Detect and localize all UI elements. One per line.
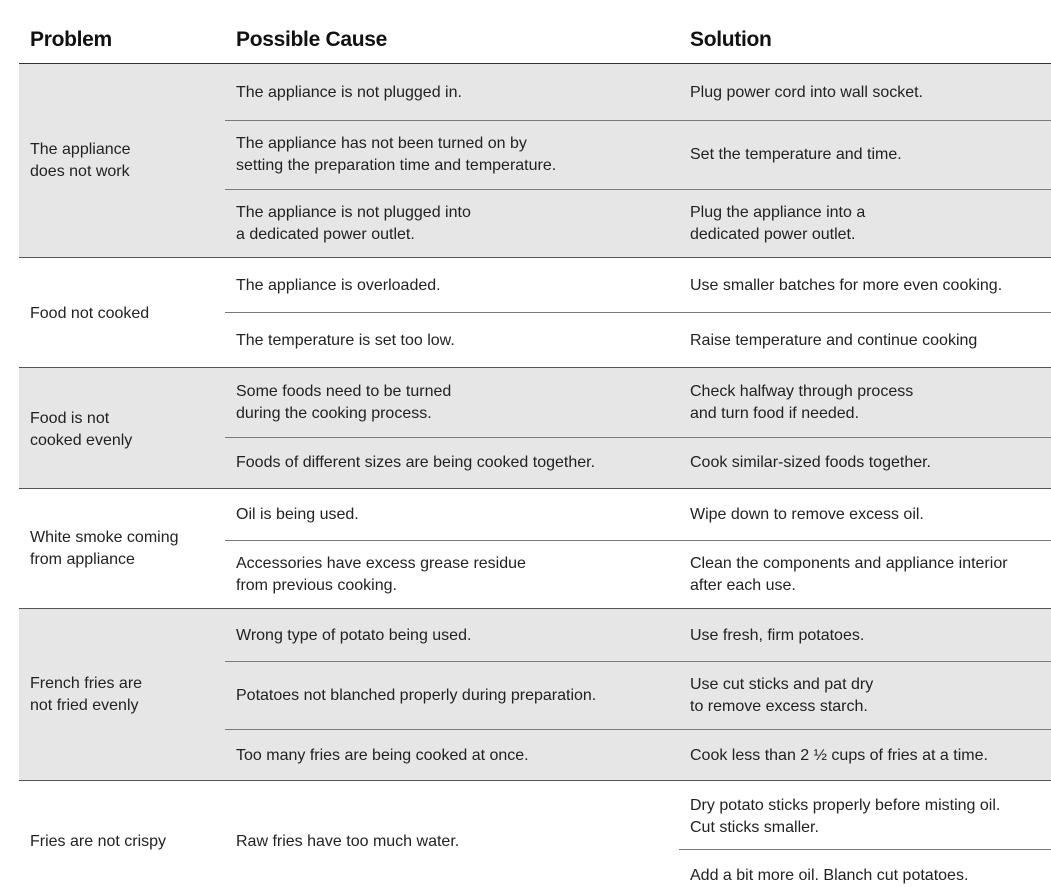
cause-cell: The appliance is not plugged in. — [236, 84, 462, 101]
problem-label: Food not cooked — [30, 305, 150, 322]
solution-cell: Check halfway through process and turn food if needed. — [690, 383, 914, 422]
group-white-smoke — [19, 488, 1051, 608]
solution-cell: Plug the appliance into a dedicated power outlet. — [690, 204, 866, 243]
solution-cell: Cook similar-sized foods together. — [690, 454, 931, 471]
solution-cell: Add a bit more oil. Blanch cut potatoes. — [690, 867, 969, 884]
row-divider — [679, 849, 1051, 850]
cause-cell: Accessories have excess grease residue from previous cooking. — [236, 555, 526, 594]
cause-cell: Too many fries are being cooked at once. — [236, 747, 529, 764]
problem-label: Food is not cooked evenly — [30, 410, 133, 449]
problem-label: The appliance does not work — [30, 141, 131, 180]
solution-cell: Plug power cord into wall socket. — [690, 84, 923, 101]
row-divider — [225, 437, 1051, 438]
cause-cell: The appliance has not been turned on by setting the preparation time and temperature. — [236, 135, 557, 174]
group-french-fries-uneven — [19, 608, 1051, 780]
cause-cell: The appliance is overloaded. — [236, 277, 441, 294]
row-divider — [225, 661, 1051, 662]
row-divider — [225, 312, 1051, 313]
solution-cell: Use cut sticks and pat dry to remove excess starch. — [690, 676, 874, 715]
group-fries-not-crispy — [19, 780, 1051, 886]
row-divider — [225, 189, 1051, 190]
solution-cell: Wipe down to remove excess oil. — [690, 506, 924, 523]
solution-cell: Clean the components and appliance interior after each use. — [690, 555, 1008, 594]
problem-label: French fries are not fried evenly — [30, 675, 143, 714]
solution-cell: Use smaller batches for more even cooking. — [690, 277, 1003, 294]
solution-cell: Cook less than 2 ½ cups of fries at a time. — [690, 747, 988, 764]
problem-label: Fries are not crispy — [30, 833, 167, 850]
group-food-not-cooked — [19, 257, 1051, 367]
solution-cell: Set the temperature and time. — [690, 146, 902, 163]
problem-column-header: Problem — [30, 28, 112, 51]
cause-cell: Some foods need to be turned during the cooking process. — [236, 383, 452, 422]
solution-column-header: Solution — [690, 28, 772, 51]
row-divider — [225, 120, 1051, 121]
cause-cell: Raw fries have too much water. — [236, 833, 460, 850]
cause-cell: Potatoes not blanched properly during preparation. — [236, 687, 597, 704]
solution-cell: Raise temperature and continue cooking — [690, 332, 978, 349]
row-divider — [225, 729, 1051, 730]
problem-label: White smoke coming from appliance — [30, 529, 179, 568]
solution-cell: Dry potato sticks properly before misting oil. Cut sticks smaller. — [690, 797, 1001, 836]
cause-cell: Oil is being used. — [236, 506, 359, 523]
cause-cell: Foods of different sizes are being cooked together. — [236, 454, 596, 471]
possible-cause-column-header: Possible Cause — [236, 28, 388, 51]
row-divider — [225, 540, 1051, 541]
cause-cell: Wrong type of potato being used. — [236, 627, 472, 644]
cause-cell: The temperature is set too low. — [236, 332, 455, 349]
cause-cell: The appliance is not plugged into a dedicated power outlet. — [236, 204, 471, 243]
group-appliance-does-not-work — [19, 64, 1051, 257]
group-food-not-cooked-evenly — [19, 367, 1051, 488]
solution-cell: Use fresh, firm potatoes. — [690, 627, 865, 644]
